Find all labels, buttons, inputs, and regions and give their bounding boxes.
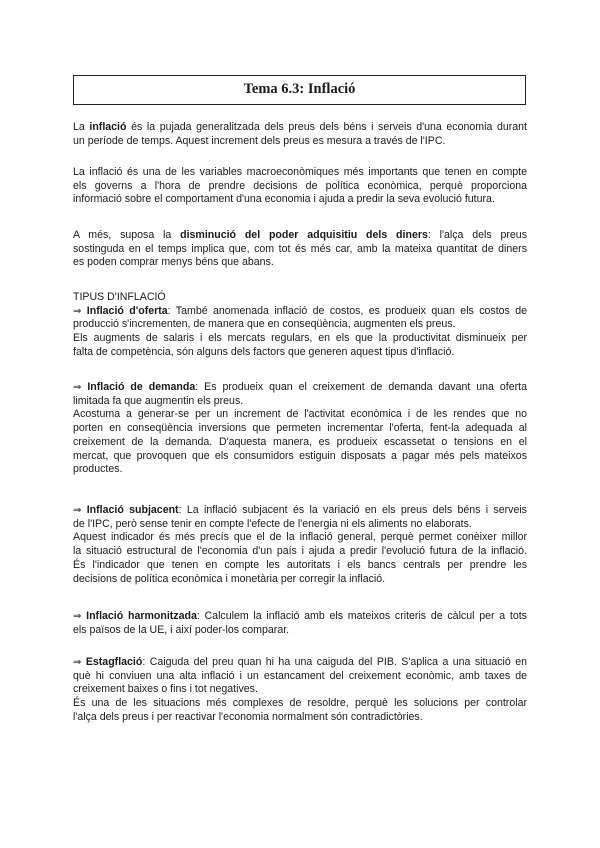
estagflacio-line-5: l'alça dels preus i per reactivar l'economia normalment són contradictòries. (73, 710, 423, 723)
intro-paragraph-1 (73, 121, 527, 148)
subjacent-line-4: la situació estructural de l'economia d'un país i ajuda a predir l'evolució futura de la inflació. (73, 545, 527, 558)
oferta-term: Inflació d'oferta (86, 304, 168, 317)
estagflacio-line-2: què hi conviuen una alta inflació i un estancament del creixement econòmic, amb taxes de (73, 669, 527, 682)
arrow-icon: ⇒ (73, 382, 82, 393)
intro-p1-term: inflació (89, 121, 127, 133)
oferta-line-1-text: : També anomenada inflació de costos, es produeix quan els costos de (167, 304, 527, 317)
arrow-icon: ⇒ (73, 611, 82, 622)
section-oferta (73, 291, 527, 360)
page-title: Tema 6.3: Inflació (243, 81, 356, 98)
intro-p3-line-2: sostinguda en el temps implica que, com tot és més car, amb la mateixa quantitat de diners (73, 242, 527, 255)
demanda-line-7: productes. (73, 463, 123, 476)
intro-p2-line-3: informació sobre el comportament d'una economia i ajuda a predir la seva evolució futura. (73, 193, 495, 206)
demanda-line-1-text: : Es produeix quan el creixement de demanda davant una oferta (195, 381, 527, 393)
subjacent-line-1 (73, 504, 527, 518)
intro-p3-line-3: es poden comprar menys béns que abans. (73, 256, 274, 269)
oferta-line-2: producció s'incrementen, de manera que en conseqüència, augmenten els preus. (73, 318, 456, 331)
estagflacio-line-3: creixement baixes o fins i tot negatives. (73, 683, 258, 696)
subjacent-line-5: És l'indicador que tenen en compte les autoritats i els bancs centrals per prendre les (73, 558, 527, 571)
section-estagflacio (73, 656, 527, 725)
arrow-icon: ⇒ (73, 305, 82, 317)
demanda-term: Inflació de demanda (87, 381, 196, 393)
intro-p3-line-1 (73, 229, 527, 243)
harmonitzada-line-1-text: : Calculem la inflació amb els mateixos criteris de càlcul per a tots (196, 610, 527, 622)
intro-p1-post: és la pujada generalitzada dels preus dels béns i serveis d'una economia durant (126, 121, 527, 133)
intro-paragraph-2 (73, 166, 527, 207)
intro-paragraph-3 (73, 229, 527, 270)
oferta-line-4: falta de competència, són alguns dels factors que generen aquest tipus d'inflació. (73, 345, 455, 358)
intro-p2-line-1: La inflació és una de les variables macroeconòmiques més importants que tenen en compte (73, 166, 527, 178)
subjacent-line-3: Aquest indicador és més precís que el de la inflació general, perquè permet conèixer millor (73, 531, 527, 544)
types-heading: TIPUS D'INFLACIÓ (73, 291, 166, 303)
intro-p3-post: : l'alça dels preus (427, 229, 527, 241)
section-subjacent (73, 504, 527, 586)
demanda-line-3: Acostuma a generar-se per un increment de l'activitat econòmica i de les rendes que no (73, 408, 527, 421)
demanda-line-1 (73, 381, 527, 395)
intro-p1-line-1 (73, 121, 527, 135)
intro-p2-line-2: els governs a l'hora de prendre decisions de política econòmica, perquè proporciona (73, 179, 527, 192)
oferta-line-1 (73, 305, 527, 319)
subjacent-term: Inflació subjacent (86, 504, 179, 516)
harmonitzada-line-2: els països de la UE, i així poder-los comparar. (73, 623, 290, 636)
estagflacio-term: Estagflació (85, 656, 143, 668)
arrow-icon: ⇒ (73, 505, 82, 516)
section-harmonitzada (73, 610, 527, 637)
intro-p3-pre: A més, suposa la (73, 229, 181, 241)
intro-p3-term: disminució del poder adquisitiu dels diners (180, 229, 428, 241)
harmonitzada-line-1 (73, 610, 527, 624)
oferta-line-3: Els augments de salaris i els mercats regulars, en els que la productivitat disminueix per (73, 332, 527, 345)
estagflacio-line-4: És una de les situacions més complexes de resoldre, perquè les solucions per controlar (73, 697, 527, 710)
demanda-line-6: mercat, que provoquen que els consumidors estiguin disposats a pagar més pels mateixos (73, 449, 527, 462)
subjacent-line-6: decisions de política econòmica i monetària per corregir la inflació. (73, 572, 386, 585)
section-demanda (73, 381, 527, 477)
title-box (73, 75, 526, 105)
demanda-line-4: porten en conseqüència inversions que permeten incrementar l'oferta, fent-la adequada al (73, 422, 527, 435)
subjacent-line-2: de l'IPC, però sense tenir en compte l'efecte de l'energia ni els aliments no elaborats. (73, 517, 472, 530)
intro-p1-line-2: un període de temps. Aquest increment dels preus es mesura a través de l'IPC. (73, 134, 446, 147)
subjacent-line-1-text: : La inflació subjacent és la variació en els preus dels béns i serveis (178, 504, 527, 516)
demanda-line-5: creixement de la demanda. D'aquesta manera, es produeix escassetat o tensions en el (73, 435, 527, 448)
arrow-icon: ⇒ (73, 657, 82, 668)
harmonitzada-term: Inflació harmonitzada (86, 610, 197, 622)
estagflacio-line-1 (73, 656, 527, 670)
estagflacio-line-1-text: : Caiguda del preu quan hi ha una caiguda del PIB. S'aplica a una situació en (142, 656, 527, 668)
demanda-line-2: limitada fa que augmentin els preus. (73, 394, 244, 407)
intro-p1-pre: La (73, 121, 90, 133)
